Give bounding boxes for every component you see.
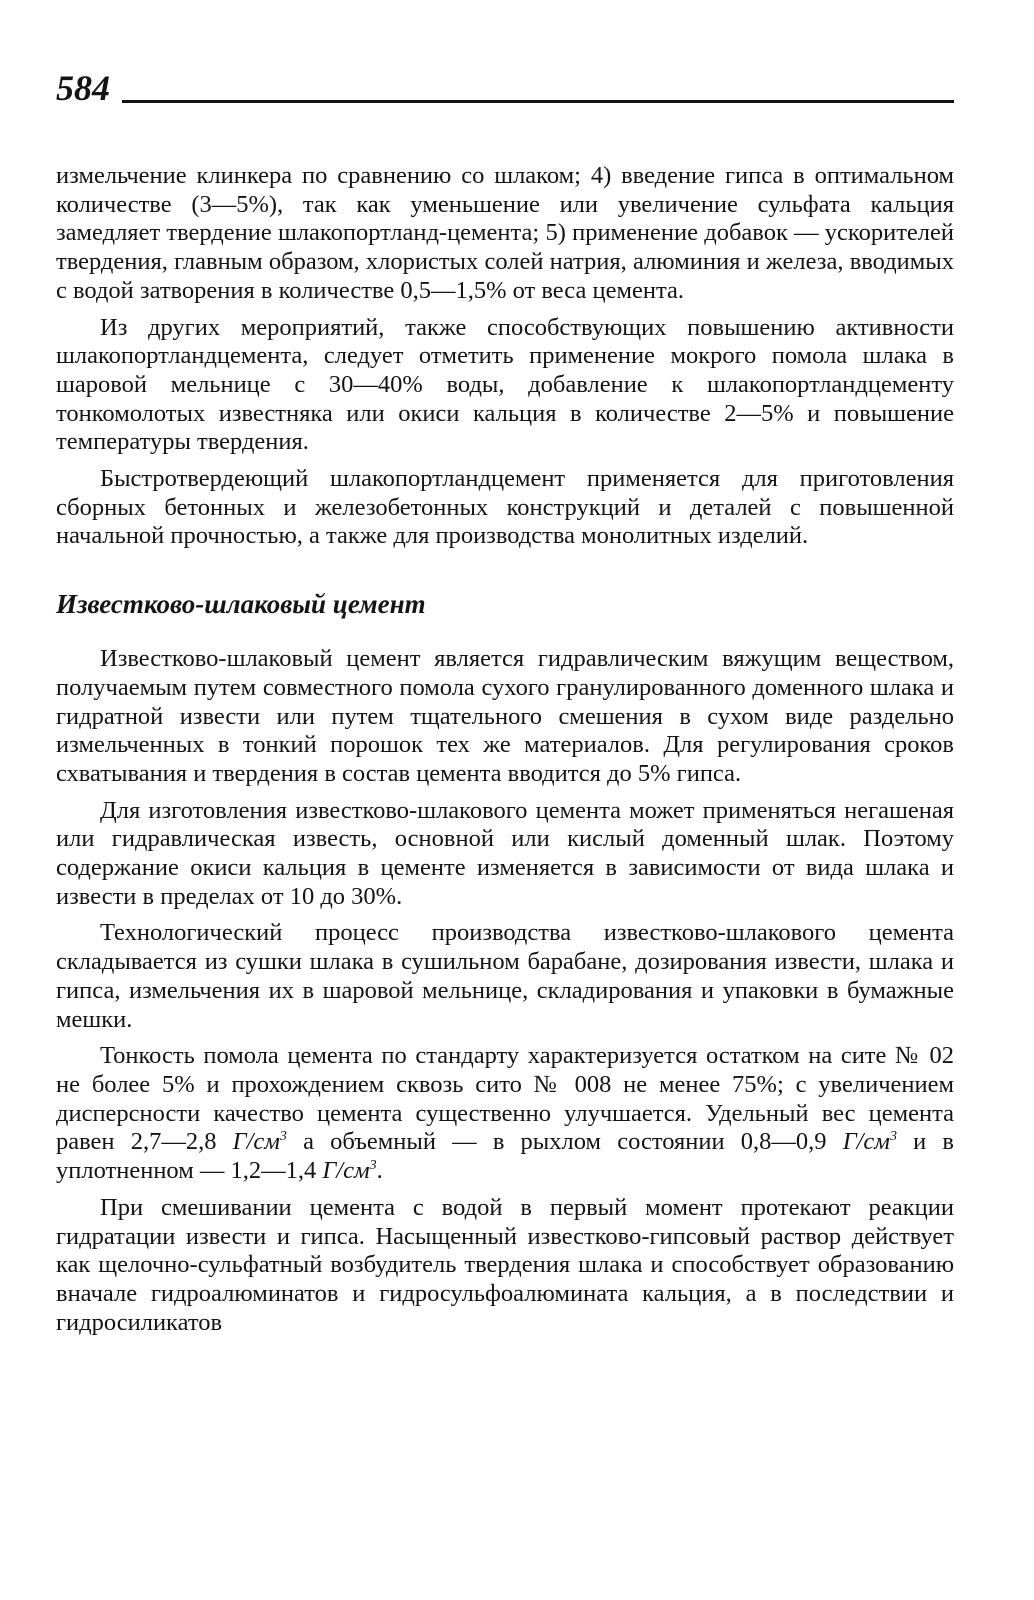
- unit-text: Г/см: [842, 1128, 890, 1156]
- unit-exponent: 3: [279, 1129, 287, 1145]
- paragraph: При смешивании цемента с водой в первый момент протекают реакции гидратации извести и гипса. Насыщенный известково-гипсовый раствор действует как щелочно-сульфатный возбудитель твердения шлака и способствует образованию вначале гидроалюминатов и гидросульфоалюмината кальция, а в последствии и гидросиликатов: [56, 1193, 954, 1336]
- section-body-2: [56, 645, 954, 1337]
- paragraph: Из других мероприятий, также способствующих повышению активности шлакопортландцемента, следует отметить применение мокрого помола шлака в шаровой мельнице с 30—40% воды, добавление к шлакопортландцементу тонкомолотых известняка или окиси кальция в количестве 2—5% и повышение температуры твердения.: [56, 313, 954, 456]
- section-heading: Известково-шлаковый цемент: [56, 589, 426, 620]
- unit-exponent: 3: [889, 1129, 897, 1145]
- paragraph-fineness: [56, 1042, 954, 1186]
- text-run: и в уплотненном — 1,2—1,4: [56, 1128, 954, 1185]
- paragraph: Технологический процесс производства известково-шлакового цемента складывается из сушки шлака в сушильном барабане, дозирования извести, шлака и гипса, измельчения их в шаровой мельнице, складирования и упаковки в бумажные мешки.: [56, 919, 954, 1033]
- header-rule: [122, 100, 954, 103]
- unit-text: Г/см: [232, 1128, 280, 1156]
- unit-label: [322, 1157, 376, 1184]
- text-run: .: [376, 1157, 383, 1185]
- paragraph: Известково-шлаковый цемент является гидравлическим вяжущим веществом, получаемым путем совместного помола сухого гранулированного доменного шлака и гидратной извести или путем тщательного смешения в сухом виде раздельно измельченных в тонкий порошок тех же материалов. Для регулирования сроков схватывания и твердения в состав цемента вводится до 5% гипса.: [56, 645, 954, 787]
- page-header: [56, 56, 954, 106]
- unit-exponent: 3: [369, 1157, 377, 1173]
- section-body-1: [56, 162, 954, 551]
- text-run: а объемный — в рыхлом состоянии 0,8—0,9: [286, 1128, 843, 1156]
- unit-label: [233, 1128, 287, 1155]
- text-run: Тонкость помола цемента по стандарту характеризуется остатком на сите № 02 не более 5% и прохождением сквозь сито № 008 не менее 75%; с увеличением дисперсности качество цемента существенно улучшается. Удельный вес цемента равен 2,7—2,8: [56, 1042, 954, 1156]
- paragraph: Для изготовления известково-шлакового цемента может применяться негашеная или гидравлическая известь, основной или кислый доменный шлак. Поэтому содержание окиси кальция в цементе изменяется в зависимости от вида шлака и извести в пределах от 10 до 30%.: [56, 796, 954, 910]
- unit-label: [843, 1128, 897, 1155]
- unit-text: Г/см: [322, 1157, 370, 1185]
- paragraph: Быстротвердеющий шлакопортландцемент применяется для приготовления сборных бетонных и железобетонных конструкций и деталей с повышенной начальной прочностью, а также для производства монолитных изделий.: [56, 465, 954, 550]
- paragraph: измельчение клинкера по сравнению со шлаком; 4) введение гипса в оптимальном количестве (3—5%), так как уменьшение или увеличение сульфата кальция замедляет твердение шлакопортланд-цемента; 5) применение добавок — ускорителей твердения, главным образом, хлористых солей натрия, алюминия и железа, вводимых с водой затворения в количестве 0,5—1,5% от веса цемента.: [56, 162, 954, 304]
- page-number: 584: [56, 68, 110, 108]
